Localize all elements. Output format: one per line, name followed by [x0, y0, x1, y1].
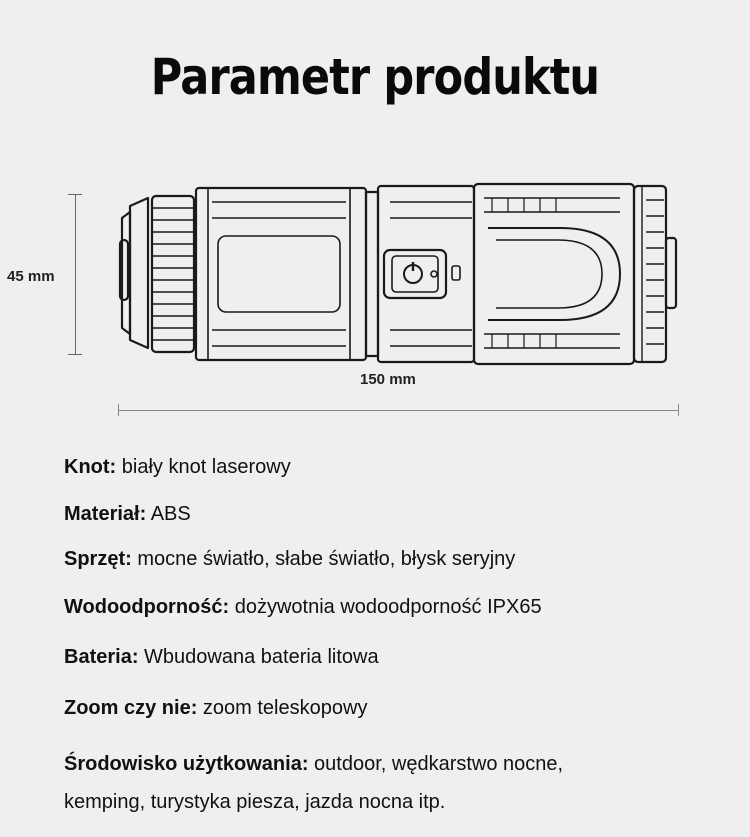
spec-row-material: [64, 497, 704, 531]
spec-label: Knot:: [64, 456, 117, 478]
flashlight-icon: [100, 178, 680, 368]
spec-row-wick: [64, 450, 704, 484]
spec-label: Środowisko użytkowania:: [64, 753, 309, 775]
spec-value: ABS: [146, 503, 191, 525]
spec-value: mocne światło, słabe światło, błysk seryjny: [131, 548, 516, 570]
spec-row-zoom: [64, 691, 704, 725]
page-title: Parametr produktu: [150, 48, 600, 106]
spec-value: zoom teleskopowy: [197, 697, 368, 719]
length-label: 150 mm: [360, 371, 416, 388]
spec-value: biały knot laserowy: [116, 456, 291, 478]
spec-value: kemping, turystyka piesza, jazda nocna itp.: [64, 791, 446, 813]
height-tick-bottom: [68, 354, 82, 355]
spec-row-waterproof: [64, 590, 704, 624]
spec-value: outdoor, wędkarstwo nocne,: [308, 753, 564, 775]
spec-row-battery: [64, 640, 704, 674]
length-tick-right: [678, 404, 679, 416]
length-dimension-line: [118, 410, 678, 411]
height-dimension-line: [75, 194, 76, 354]
spec-label: Sprzęt:: [64, 548, 132, 570]
spec-label: Materiał:: [64, 503, 147, 525]
spec-value: Wbudowana bateria litowa: [138, 646, 379, 668]
length-tick-left: [118, 404, 119, 416]
spec-label: Wodoodporność:: [64, 596, 230, 618]
spec-label: Bateria:: [64, 646, 139, 668]
spec-label: Zoom czy nie:: [64, 697, 198, 719]
spec-row-environment-cont: [64, 785, 704, 819]
height-label: 45 mm: [7, 268, 55, 285]
spec-row-modes: [64, 542, 704, 576]
spec-value: dożywotnia wodoodporność IPX65: [229, 596, 542, 618]
height-tick-top: [68, 194, 82, 195]
spec-row-environment: [64, 747, 704, 781]
